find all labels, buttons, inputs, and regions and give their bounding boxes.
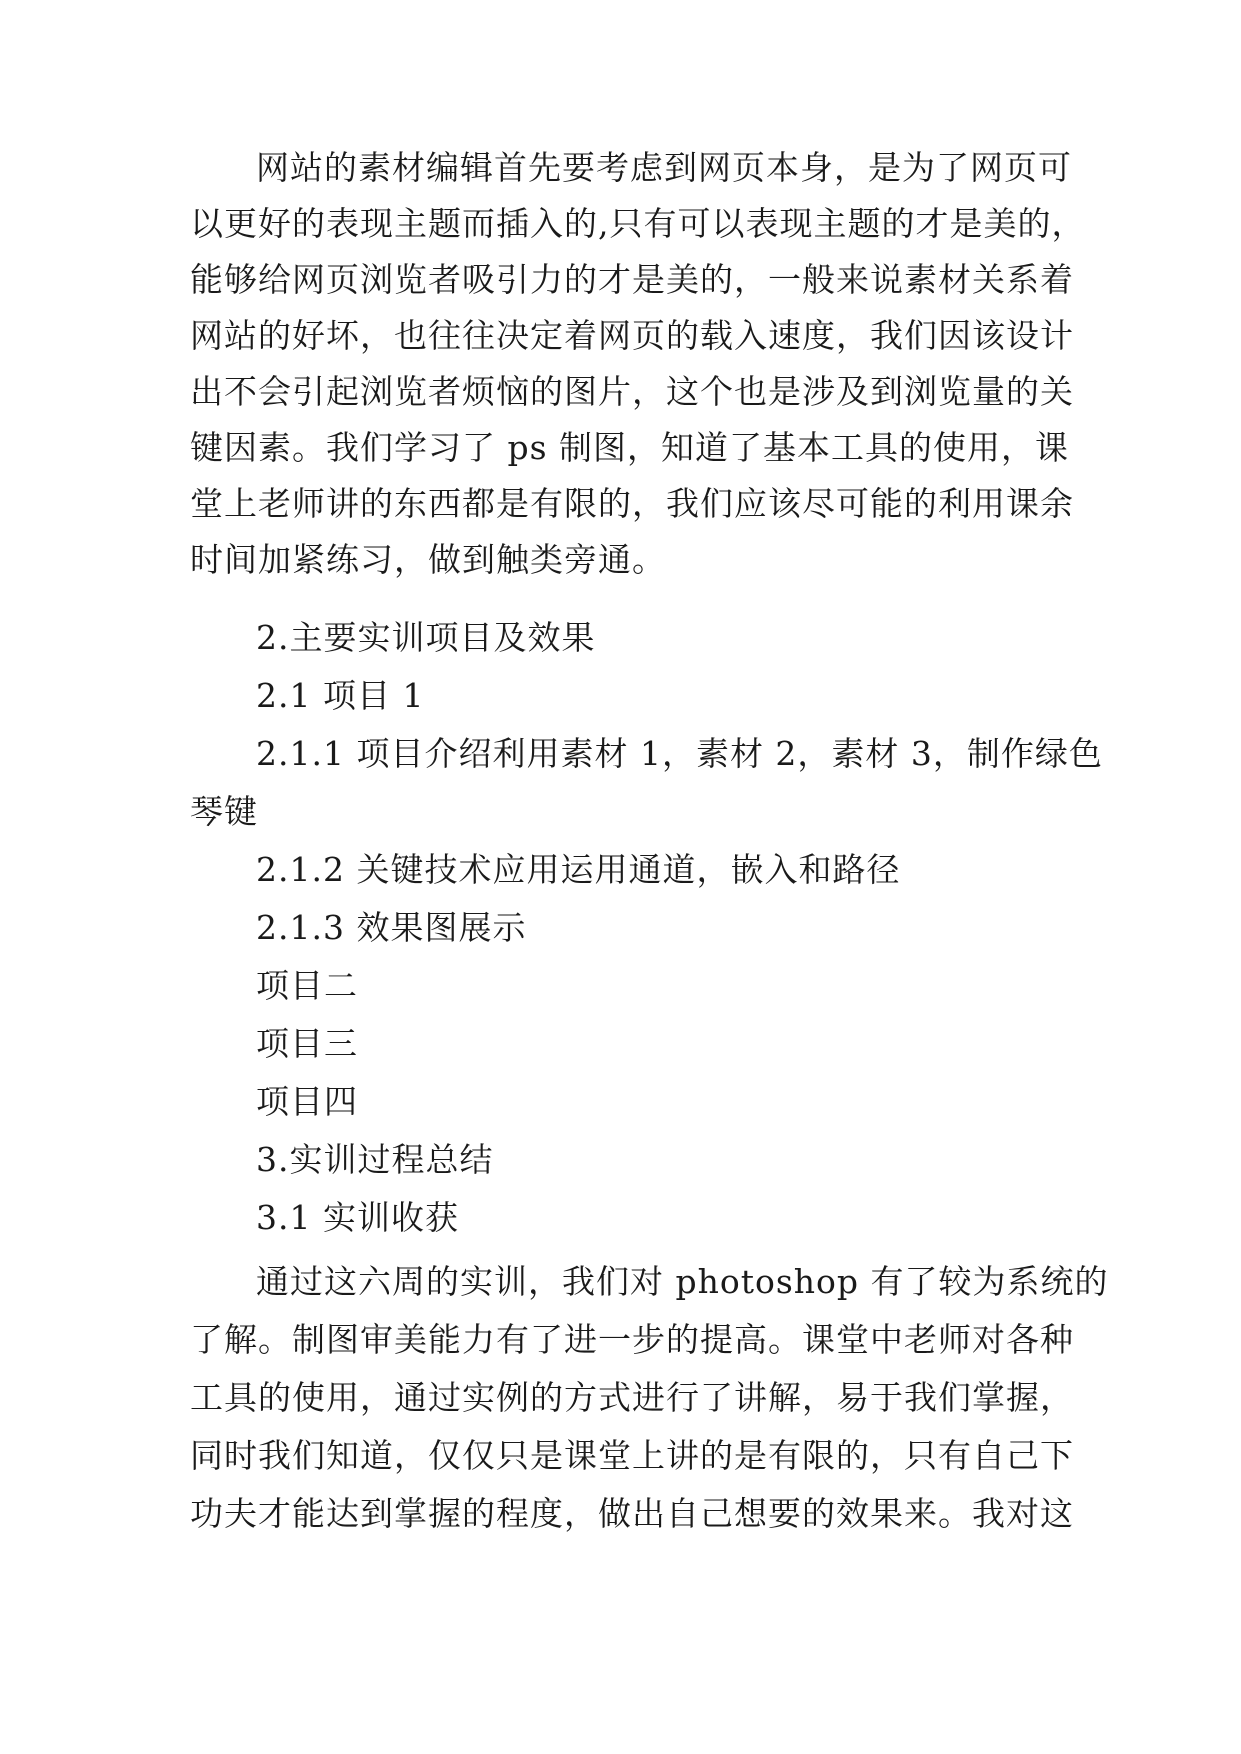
project-label: 项目三	[256, 1024, 358, 1063]
section-heading: 2.主要实训项目及效果	[256, 618, 596, 657]
item-continuation: 琴键	[190, 792, 258, 831]
paragraph-line: 堂上老师讲的东西都是有限的，我们应该尽可能的利用课余	[190, 484, 1074, 523]
section-heading: 3.实训过程总结	[256, 1140, 494, 1179]
paragraph-line: 以更好的表现主题而插入的,只有可以表现主题的才是美的，	[190, 204, 1086, 243]
paragraph-line: 同时我们知道，仅仅只是课堂上讲的是有限的，只有自己下	[190, 1436, 1074, 1475]
project-label: 项目二	[256, 966, 358, 1005]
paragraph-line: 网站的素材编辑首先要考虑到网页本身，是为了网页可	[256, 148, 1072, 187]
subsection-heading: 2.1 项目 1	[256, 676, 425, 715]
paragraph-line: 能够给网页浏览者吸引力的才是美的，一般来说素材关系着	[190, 260, 1074, 299]
project-label: 项目四	[256, 1082, 358, 1121]
item-heading: 2.1.3 效果图展示	[256, 908, 527, 947]
paragraph-line: 功夫才能达到掌握的程度，做出自己想要的效果来。我对这	[190, 1494, 1074, 1533]
paragraph-line: 时间加紧练习，做到触类旁通。	[190, 540, 666, 579]
paragraph-line: 了解。制图审美能力有了进一步的提高。课堂中老师对各种	[190, 1320, 1074, 1359]
item-heading: 2.1.1 项目介绍利用素材 1，素材 2，素材 3，制作绿色	[256, 734, 1103, 773]
item-heading: 2.1.2 关键技术应用运用通道，嵌入和路径	[256, 850, 901, 889]
paragraph-line: 网站的好坏，也往往决定着网页的载入速度，我们因该设计	[190, 316, 1074, 355]
paragraph-line: 工具的使用，通过实例的方式进行了讲解，易于我们掌握，	[190, 1378, 1074, 1417]
subsection-heading: 3.1 实训收获	[256, 1198, 459, 1237]
paragraph-line: 键因素。我们学习了 ps 制图，知道了基本工具的使用，课	[190, 428, 1070, 467]
paragraph-line: 通过这六周的实训，我们对 photoshop 有了较为系统的	[256, 1262, 1109, 1301]
paragraph-line: 出不会引起浏览者烦恼的图片，这个也是涉及到浏览量的关	[190, 372, 1074, 411]
